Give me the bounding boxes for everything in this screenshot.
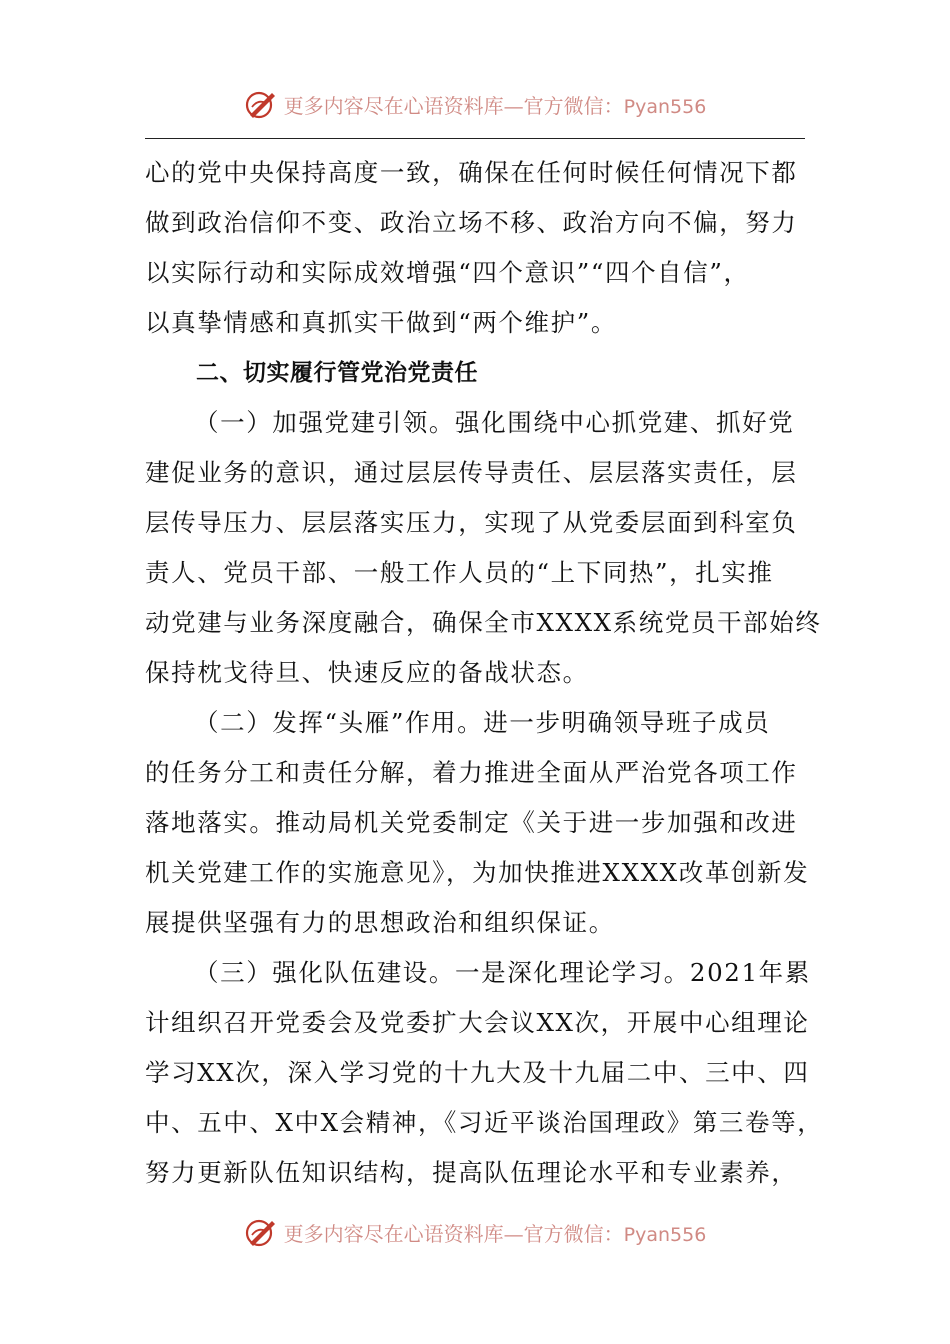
body-line: 层传导压力、层层落实压力，实现了从党委层面到科室负 xyxy=(145,508,798,537)
pen-logo-icon xyxy=(244,87,278,121)
body-line: 建促业务的意识，通过层层传导责任、层层落实责任，层 xyxy=(145,458,798,487)
body-line: 落地落实。推动局机关党委制定《关于进一步加强和改进 xyxy=(145,808,798,837)
body-line: 心的党中央保持高度一致，确保在任何时候任何情况下都 xyxy=(145,158,798,187)
body-line: 计组织召开党委会及党委扩大会议XX次，开展中心组理论 xyxy=(145,1008,810,1037)
body-line: 展提供坚强有力的思想政治和组织保证。 xyxy=(145,908,615,937)
body-line: （一）加强党建引领。强化围绕中心抓党建、抓好党 xyxy=(194,408,795,437)
body-line: 机关党建工作的实施意见》，为加快推进XXXX改革创新发 xyxy=(145,858,810,887)
footer-banner xyxy=(0,1212,950,1252)
body-line: 努力更新队伍知识结构，提高队伍理论水平和专业素养， xyxy=(145,1158,798,1187)
header-banner xyxy=(0,84,950,124)
section-heading: 二、切实履行管党治党责任 xyxy=(196,360,478,386)
body-line: （三）强化队伍建设。一是深化理论学习。2021年累 xyxy=(194,958,811,987)
document-body xyxy=(145,148,824,1198)
body-line: 做到政治信仰不变、政治立场不移、政治方向不偏，努力 xyxy=(145,208,798,237)
body-line: 中、五中、X中X会精神，《习近平谈治国理政》第三卷等， xyxy=(145,1108,824,1137)
banner-text: 更多内容尽在心语资料库—官方微信：Pyan556 xyxy=(283,1221,707,1246)
body-line: 学习XX次，深入学习党的十九大及十九届二中、三中、四 xyxy=(145,1058,810,1087)
body-line: 以真挚情感和真抓实干做到“两个维护”。 xyxy=(145,308,617,337)
body-line: 责人、党员干部、一般工作人员的“上下同热”，扎实推 xyxy=(145,558,774,587)
body-line: （二）发挥“头雁”作用。进一步明确领导班子成员 xyxy=(194,708,771,737)
banner-text: 更多内容尽在心语资料库—官方微信：Pyan556 xyxy=(283,93,707,118)
body-line: 的任务分工和责任分解，着力推进全面从严治党各项工作 xyxy=(145,758,798,787)
body-line: 保持枕戈待旦、快速反应的备战状态。 xyxy=(145,658,589,687)
body-line: 以实际行动和实际成效增强“四个意识”“四个自信”， xyxy=(145,258,750,287)
body-line: 动党建与业务深度融合，确保全市XXXX系统党员干部始终 xyxy=(145,608,822,637)
header-rule xyxy=(145,138,805,139)
pen-logo-icon xyxy=(244,1215,278,1249)
